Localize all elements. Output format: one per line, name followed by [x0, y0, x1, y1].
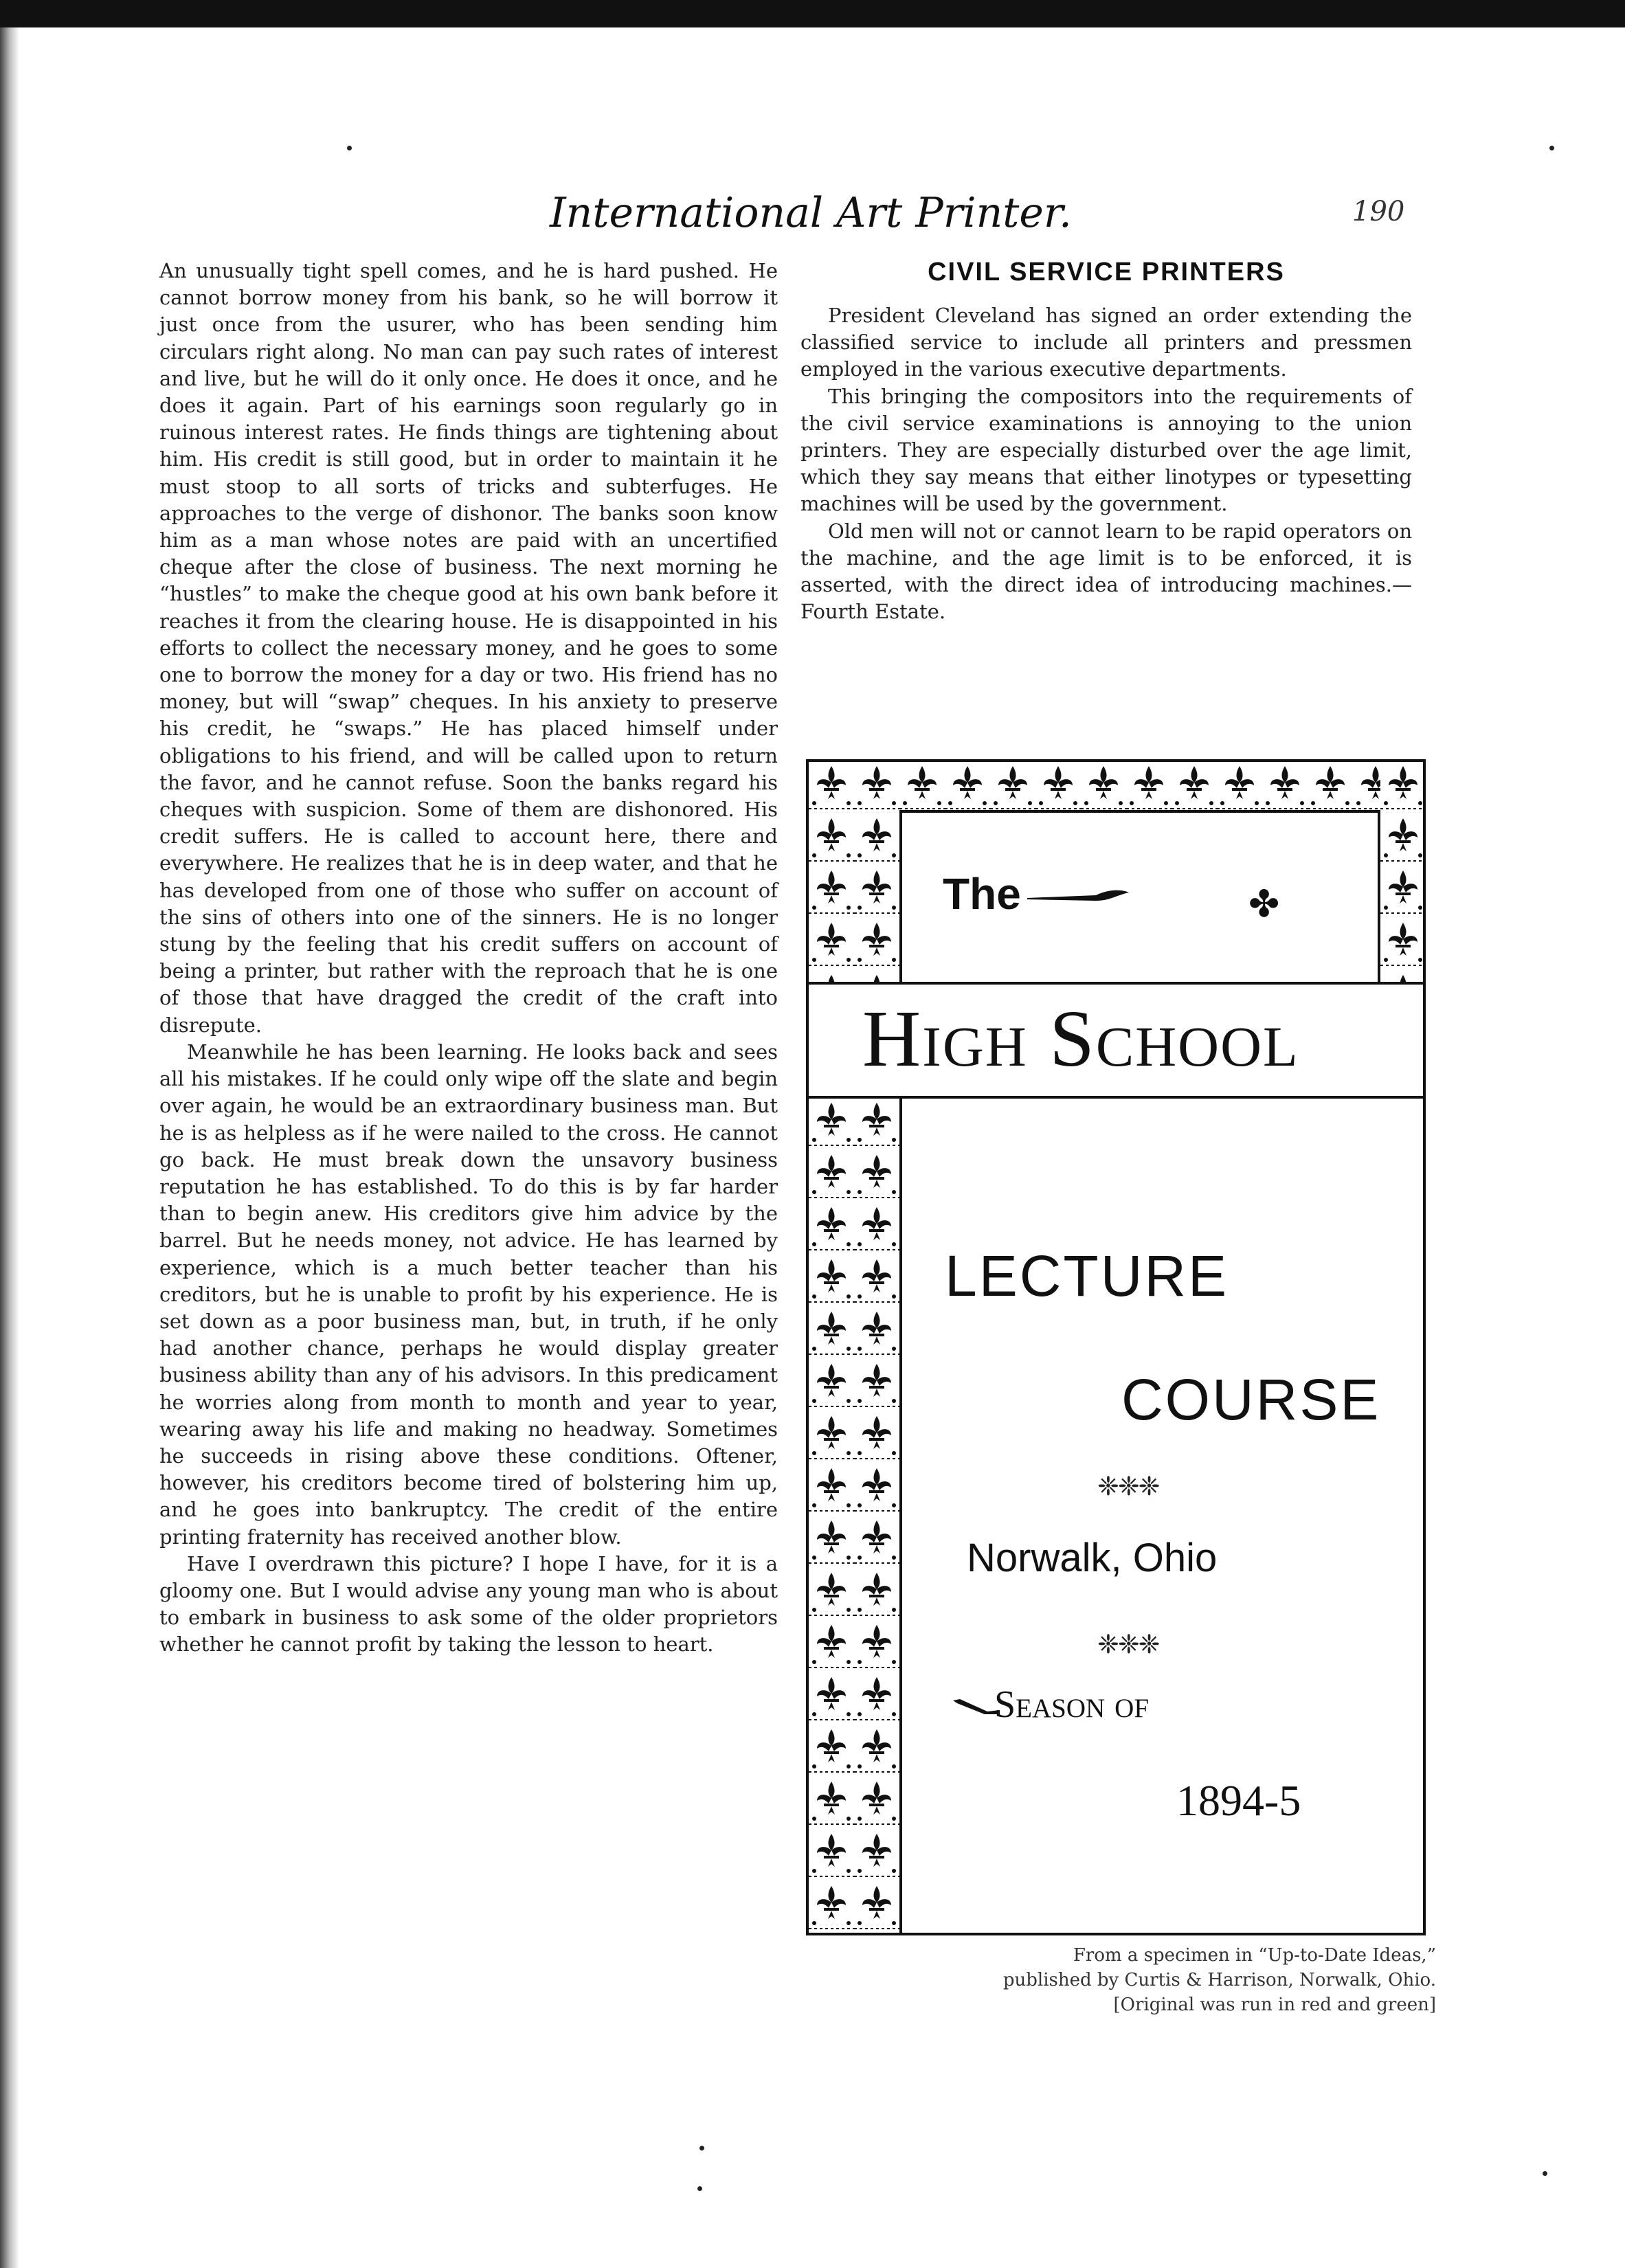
- panel-rule: [1378, 810, 1380, 982]
- specimen-year: 1894-5: [1176, 1776, 1301, 1825]
- panel-rule: [899, 1099, 902, 1933]
- article-paragraph: Old men will not or cannot learn to be rapid operators on the machine, and the age limit is to be enforced, it is asserted, with the direct idea of introducing machines.—Fourth Estate.: [800, 519, 1412, 624]
- specimen-title: High School: [862, 993, 1299, 1084]
- caption-line: From a specimen in “Up-to-Date Ideas,”: [1073, 1945, 1436, 1966]
- article-paragraph: President Cleveland has signed an order extending the classified service to include all printers and pressmen employed in the various executive departments.: [800, 304, 1412, 381]
- fleur-de-lis-ornament-top: [809, 762, 1423, 810]
- specimen-course: COURSE: [1121, 1367, 1381, 1432]
- specimen-lecture: LECTURE: [945, 1244, 1229, 1308]
- specimen-city: Norwalk, Ohio: [967, 1536, 1218, 1580]
- fleur-de-lis-ornament-left-lower: [809, 1099, 899, 1933]
- scan-speck: [1549, 146, 1554, 150]
- swash-arrow-icon: [1027, 886, 1130, 906]
- left-column: [159, 258, 778, 1659]
- scan-speck: [1543, 2171, 1547, 2176]
- scan-left-edge: [0, 27, 19, 2268]
- article-paragraph: Have I overdrawn this picture? I hope I have, for it is a gloomy one. But I would advise any young man who is about to embark in business to ask some of the older proprietors whether he cannot profit by taking the lesson to heart.: [159, 1551, 778, 1657]
- panel-rule: [899, 810, 902, 982]
- page-header: [0, 189, 1625, 251]
- article-paragraph: This bringing the compositors into the requirements of the civil service examinations is annoying to the union printers. They are especially disturbed over the age limit, which they say means that either linotypes or typesetting machines will be used by the government.: [800, 384, 1412, 516]
- knot-ornament-icon: ❈❈❈: [1097, 1629, 1159, 1659]
- article-paragraph: An unusually tight spell comes, and he is hard pushed. He cannot borrow money from his bank, so he will borrow it just once from the usurer, who has been sending him circulars right along. No man can pay such rates of interest and live, but he will do it only once. He does it once, and he does it again. Part of his earnings soon regularly go in ruinous interest rates. He finds things are tightening about him. His credit is still good, but in order to maintain it he must stoop to all sorts of tricks and subterfuges. He approaches to the verge of dishonor. The banks soon know him as a man whose notes are paid with an uncertified cheque after the close of business. The next morning he “hustles” to make the cheque good at his own bank before it reaches it from the clearing house. He is disappointed in his efforts to collect the necessary money, and he goes to some one to borrow the money for a day or two. His friend has no money, but will “swap” cheques. In his anxiety to preserve his credit, he “swaps.” He has placed himself under obligations to his friend, and will be called upon to return the favor, and he cannot refuse. Soon the banks regard his cheques with suspicion. Some of them are dishonored. His credit suffers. He is called to account here, there and everywhere. He realizes that he is in deep water, and that he has developed from one of those who suffer on account of the sins of others into one of the sinners. He is no longer stung by the feeling that his credit suffers on account of being a printer, but rather with the reproach that he is one of those that have dragged the credit of the craft into disrepute.: [159, 259, 778, 1037]
- fleur-de-lis-ornament-right: [1380, 762, 1423, 982]
- scan-top-border: [0, 0, 1625, 27]
- panel-rule: [899, 810, 1380, 813]
- title-band: [809, 982, 1423, 1099]
- scan-speck: [699, 2146, 704, 2151]
- caption-line: published by Curtis & Harrison, Norwalk, Ohio.: [1002, 1970, 1436, 1990]
- knot-ornament-icon: ❈❈❈: [1097, 1471, 1159, 1501]
- caption-line: [Original was run in red and green]: [1113, 1995, 1436, 2015]
- specimen-advertisement: [806, 759, 1426, 1935]
- specimen-caption: [852, 1943, 1436, 2017]
- specimen-season: Season of: [994, 1683, 1150, 1726]
- scan-speck: [347, 146, 352, 150]
- page-number: 190: [1352, 196, 1405, 227]
- right-column: [800, 258, 1412, 625]
- four-petal-ornament-icon: ✤: [1248, 882, 1280, 925]
- article-paragraph: Meanwhile he has been learning. He looks back and sees all his mistakes. If he could only wipe off the slate and begin over again, he would be an extraordinary business man. But he is as helpless as if he were nailed to the cross. He cannot go back. He must break down the unsavory business reputation he has established. To do this is by far harder than to begin anew. His creditors give him advice by the barrel. But he needs money, not advice. He has learned by experience, which is a much better teacher than his creditors, but he is unable to profit by his experience. He is set down as a poor business man, but, in truth, if he only had another chance, perhaps he would display greater business ability than any of his advisors. In this predicament he worries along from month to month and year to year, wearing away his life and making no headway. Sometimes he succeeds in rising above these conditions. Oftener, however, his creditors become tired of bolstering him up, and he goes into bankruptcy. The credit of the entire printing fraternity has received another blow.: [159, 1040, 778, 1549]
- specimen-the: The: [943, 869, 1021, 919]
- page-title: International Art Printer.: [549, 189, 1073, 237]
- section-heading: CIVIL SERVICE PRINTERS: [928, 258, 1285, 287]
- scan-speck: [697, 2186, 702, 2191]
- fleur-de-lis-ornament-left-upper: [809, 762, 899, 982]
